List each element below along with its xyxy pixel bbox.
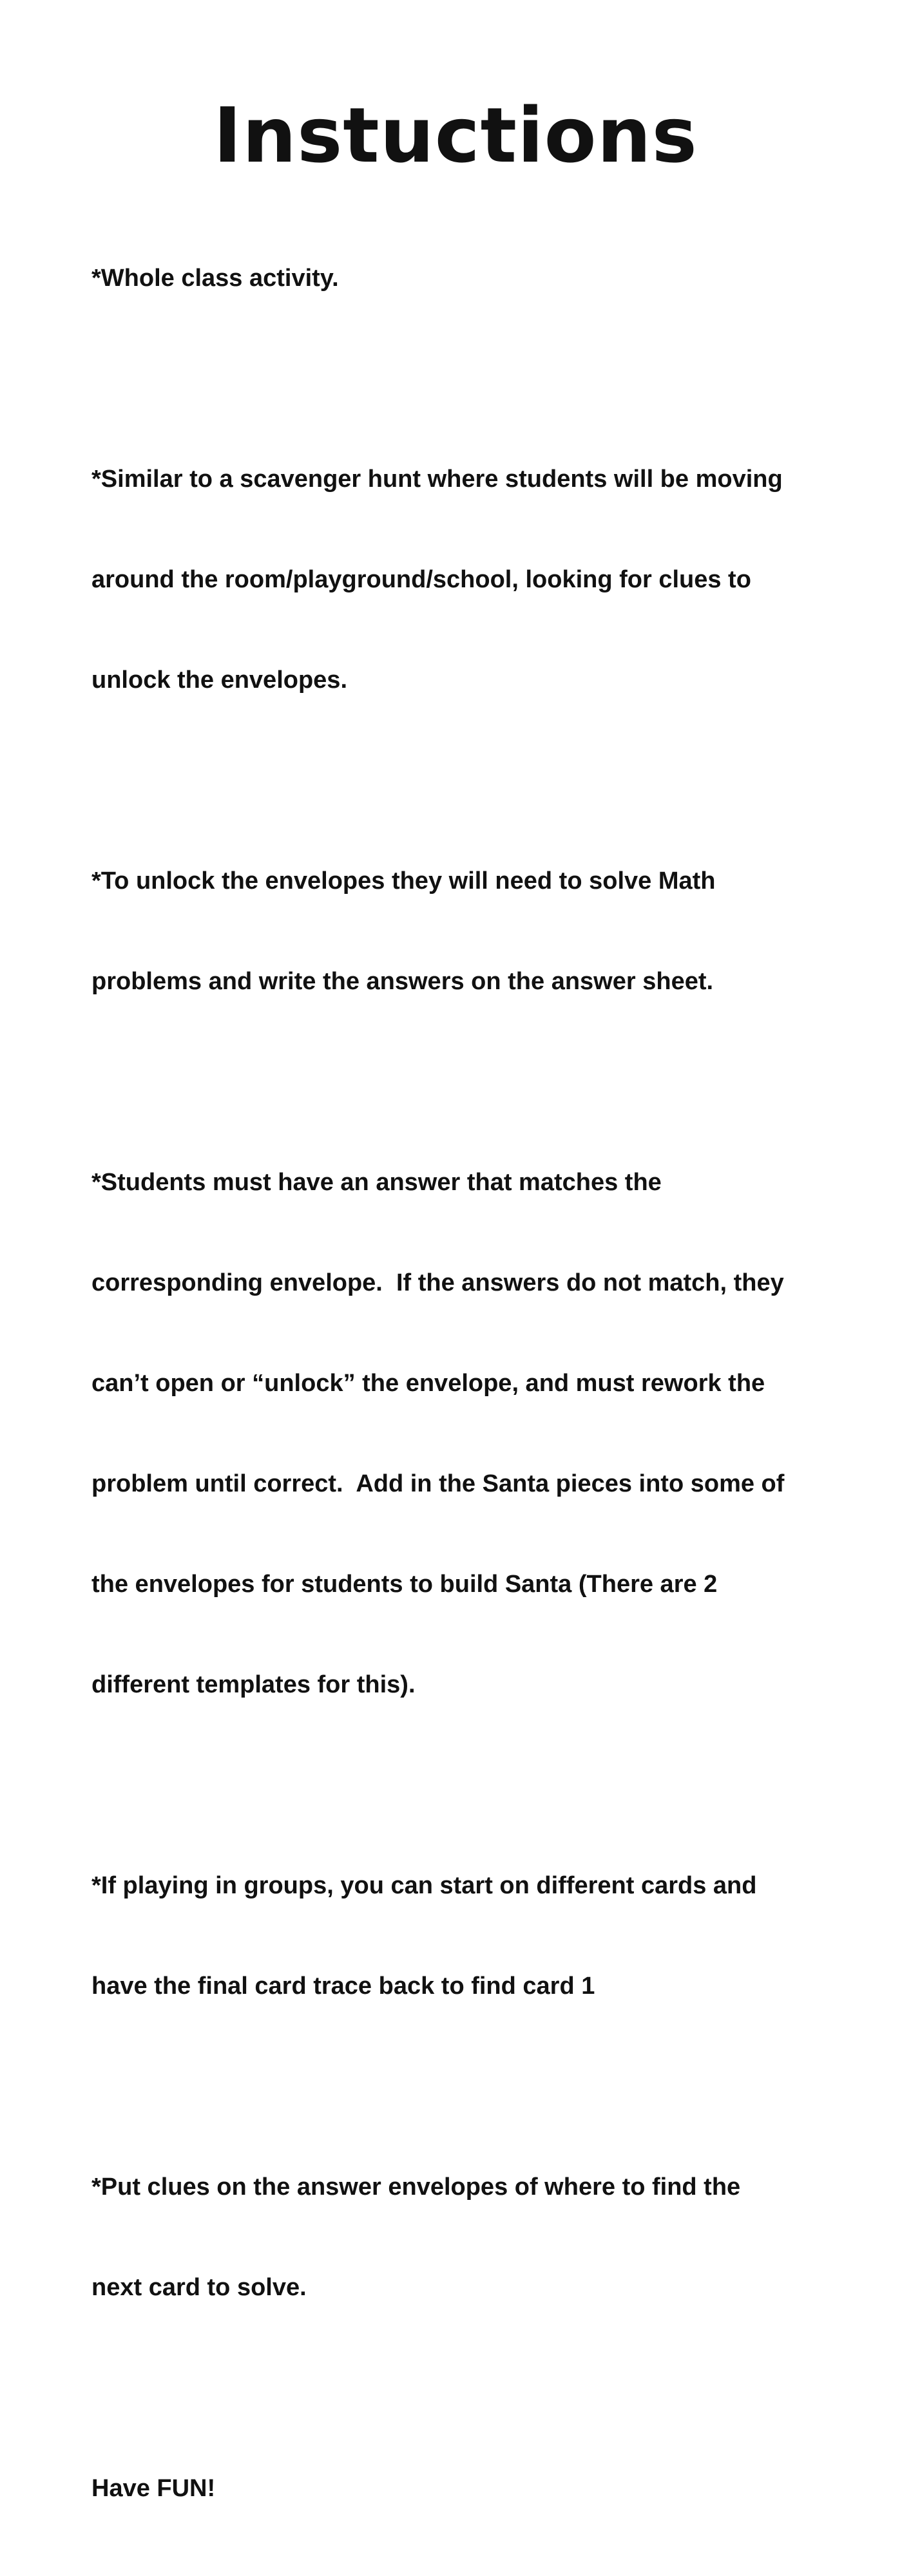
- instruction-unlock-envelopes: [91, 797, 826, 1065]
- instruction-line: have the final card trace back to find card 1: [91, 1973, 595, 2000]
- instruction-line: *Whole class activity.: [91, 265, 339, 292]
- instruction-line: unlock the envelopes.: [91, 667, 347, 694]
- instruction-scavenger-hunt: [91, 395, 826, 764]
- instruction-line: *Students must have an answer that matches the: [91, 1169, 662, 1196]
- instruction-whole-class: [91, 194, 826, 362]
- instruction-line: *Similar to a scavenger hunt where students will be moving: [91, 466, 783, 493]
- instruction-line: problem until correct. Add in the Santa pieces into some of: [91, 1470, 785, 1497]
- instruction-line: *If playing in groups, you can start on different cards and: [91, 1872, 757, 1899]
- instructions-body: [91, 194, 826, 2576]
- instruction-matching-answers: [91, 1099, 826, 1768]
- instruction-line: can’t open or “unlock” the envelope, and must rework the: [91, 1370, 765, 1397]
- instruction-line: problems and write the answers on the answer sheet.: [91, 968, 714, 995]
- instruction-line: around the room/playground/school, looking for clues to: [91, 566, 751, 593]
- instruction-line: *To unlock the envelopes they will need to solve Math: [91, 867, 716, 895]
- instruction-line: *Put clues on the answer envelopes of where to find the: [91, 2174, 741, 2201]
- instruction-groups: [91, 1802, 826, 2070]
- instruction-line: the envelopes for students to build Santa (There are 2: [91, 1571, 718, 1598]
- instruction-line: different templates for this).: [91, 1671, 416, 1698]
- instruction-line: corresponding envelope. If the answers do not match, they: [91, 1269, 784, 1296]
- page-title: Instuctions: [213, 91, 698, 180]
- instruction-line: next card to solve.: [91, 2274, 307, 2301]
- instruction-line: Have FUN!: [91, 2475, 216, 2502]
- closing-message: [91, 2405, 826, 2572]
- instruction-clues: [91, 2103, 826, 2371]
